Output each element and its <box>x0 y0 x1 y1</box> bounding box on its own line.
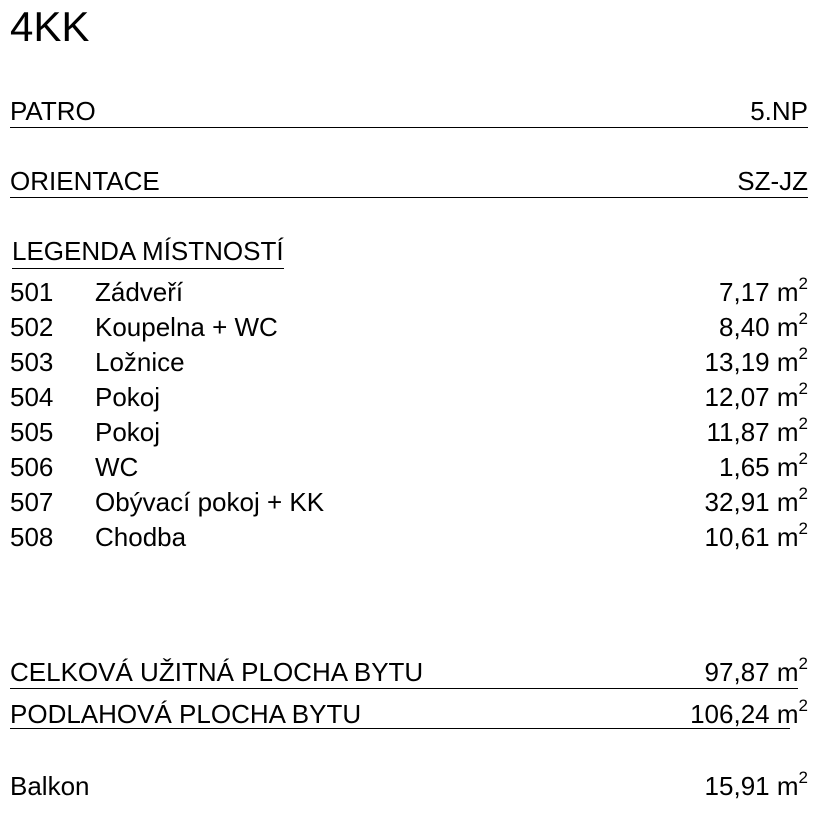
orientation-value: SZ-JZ <box>737 166 808 196</box>
total-floor-area-row <box>10 696 808 729</box>
room-area: 10,61 $m^2$ <box>704 519 808 552</box>
room-area: 32,91 $m^2$ <box>704 484 808 517</box>
orientation-underline <box>10 197 808 198</box>
room-name: Obývací pokoj + KK <box>95 487 325 517</box>
room-row <box>10 449 808 487</box>
room-number: 506 <box>10 452 54 482</box>
room-number: 503 <box>10 347 54 377</box>
room-row <box>10 274 808 312</box>
room-row <box>10 414 808 452</box>
room-area: 1,65 $m^2$ <box>719 449 808 482</box>
room-name: Pokoj <box>95 382 161 412</box>
room-number: 501 <box>10 277 54 307</box>
floor-underline <box>10 127 808 128</box>
total-floor-area-value: 106,24 $m^2$ <box>690 696 808 729</box>
room-name: Koupelna + WC <box>95 312 278 342</box>
balcony-area-value: 15,91 $m^2$ <box>704 768 808 801</box>
room-name: Zádveří <box>95 277 184 307</box>
apartment-type-title: 4KK <box>10 3 90 50</box>
room-number: 507 <box>10 487 54 517</box>
orientation-label: ORIENTACE <box>10 166 160 196</box>
room-number: 502 <box>10 312 54 342</box>
room-row <box>10 519 808 557</box>
balcony-row <box>10 768 808 801</box>
room-name: Chodba <box>95 522 187 552</box>
room-number: 504 <box>10 382 54 412</box>
floor-value: 5.NP <box>750 96 808 126</box>
room-legend-title: LEGENDA MÍSTNOSTÍ <box>12 236 284 269</box>
total-usable-area-label: CELKOVÁ UŽITNÁ PLOCHA BYTU <box>10 657 424 687</box>
room-row <box>10 309 808 347</box>
floor-label: PATRO <box>10 96 96 126</box>
room-area: 13,19 $m^2$ <box>704 344 808 377</box>
total-usable-area-row <box>10 654 808 687</box>
balcony-label: Balkon <box>10 771 90 801</box>
room-area: 11,87 $m^2$ <box>706 414 808 447</box>
room-name: Ložnice <box>95 347 185 377</box>
room-name: WC <box>95 452 139 482</box>
room-name: Pokoj <box>95 417 161 447</box>
room-number: 508 <box>10 522 54 552</box>
total-usable-underline <box>10 688 798 689</box>
room-area: 7,17 $m^2$ <box>719 274 808 307</box>
total-usable-area-value: 97,87 $m^2$ <box>704 654 808 687</box>
room-row <box>10 379 808 417</box>
orientation-row <box>10 166 808 196</box>
room-row <box>10 484 808 522</box>
room-area: 12,07 $m^2$ <box>704 379 808 412</box>
room-area: 8,40 $m^2$ <box>719 309 808 342</box>
total-floor-underline <box>10 728 790 729</box>
total-floor-area-label: PODLAHOVÁ PLOCHA BYTU <box>10 699 362 729</box>
room-row <box>10 344 808 382</box>
room-number: 505 <box>10 417 54 447</box>
floor-row <box>10 96 808 126</box>
